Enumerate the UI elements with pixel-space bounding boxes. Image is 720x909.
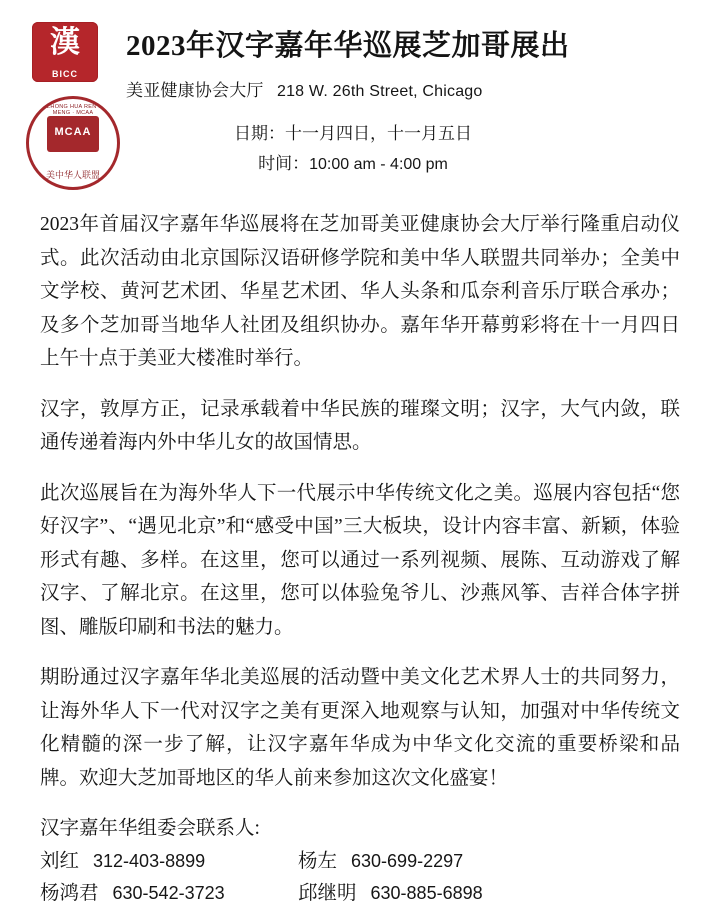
venue-name-cn: 美亚健康协会大厅 <box>126 81 264 100</box>
paragraph: 期盼通过汉字嘉年华北美巡展的活动暨中美文化艺术界人士的共同努力，让海外华人下一代对汉字之美有更深入地观察与认知，加强对中华传统文化精髓的深一步了解，让汉字嘉年华成为中华文化交流的重要桥梁和品牌。欢迎大芝加哥地区的华人前来参加这次文化盛宴！ <box>40 661 680 795</box>
emblem-chinese-name: 美中华人联盟 <box>29 168 117 181</box>
contact-name: 邱继明 <box>298 878 357 909</box>
time-value: 10:00 am - 4:00 pm <box>309 156 448 173</box>
contacts-heading: 汉字嘉年华组委会联系人: <box>40 813 680 845</box>
contact-entry <box>40 878 298 909</box>
venue-address: 218 W. 26th Street, Chicago <box>277 83 483 100</box>
contact-phone[interactable]: 630-542-3723 <box>113 879 225 908</box>
seal-bicc-label: BICC <box>32 69 98 79</box>
contacts-section <box>40 813 680 909</box>
venue-line <box>126 76 700 101</box>
page-title: 2023年汉字嘉年华巡展芝加哥展出 <box>126 28 700 64</box>
contact-phone[interactable]: 630-885-6898 <box>371 879 483 908</box>
time-label: 时间： <box>258 154 309 173</box>
date-label: 日期： <box>234 124 285 143</box>
body-copy <box>40 208 680 796</box>
contact-entry <box>298 846 463 878</box>
contact-name: 杨鸿君 <box>40 878 99 909</box>
date-value: 十一月四日，十一月五日 <box>285 124 472 143</box>
contact-row <box>40 846 680 878</box>
contact-entry <box>40 846 298 878</box>
paragraph: 2023年首届汉字嘉年华巡展将在芝加哥美亚健康协会大厅举行隆重启动仪式。此次活动由北京国际汉语研修学院和美中华人联盟共同举办；全美中文学校、黄河艺术团、华星艺术团、华人头条和瓜奈利音乐厅联合承办；及多个芝加哥当地华人社团及组织协办。嘉年华开幕剪彩将在十一月四日上午十点于美亚大楼准时举行。 <box>40 208 680 376</box>
paragraph: 汉字，敦厚方正，记录承载着中华民族的璀璨文明；汉字，大气内敛，联通传递着海内外中华儿女的故国情思。 <box>40 393 680 460</box>
event-time-line <box>126 149 580 179</box>
emblem-inner-disc <box>47 116 99 152</box>
contact-phone[interactable]: 630-699-2297 <box>351 847 463 876</box>
event-date-line <box>126 119 580 149</box>
poster-header <box>0 0 720 190</box>
bicc-seal-logo <box>32 22 98 82</box>
emblem-ring-text: MEI ZHONG HUA REN LIAN MENG · MCAA <box>29 104 117 116</box>
contact-row <box>40 878 680 909</box>
contact-name: 刘红 <box>40 846 79 878</box>
emblem-acronym: MCAA <box>47 126 99 138</box>
seal-han-character: 漢 <box>32 24 98 62</box>
contact-name: 杨左 <box>298 846 337 878</box>
logo-group <box>26 22 122 190</box>
event-meta <box>126 119 700 179</box>
contact-phone[interactable]: 312-403-8899 <box>93 847 205 876</box>
contact-entry <box>298 878 483 909</box>
paragraph: 此次巡展旨在为海外华人下一代展示中华传统文化之美。巡展内容包括“您好汉字”、“遇见北京”和“感受中国”三大板块，设计内容丰富、新颖，体验形式有趣、多样。在这里，您可以通过一系列视频、展陈、互动游戏了解汉字、了解北京。在这里，您可以体验兔爷儿、沙燕风筝、吉祥合体字拼图、雕版印刷和书法的魅力。 <box>40 477 680 645</box>
mcaa-emblem-logo <box>26 96 120 190</box>
header-text-block <box>126 28 720 179</box>
